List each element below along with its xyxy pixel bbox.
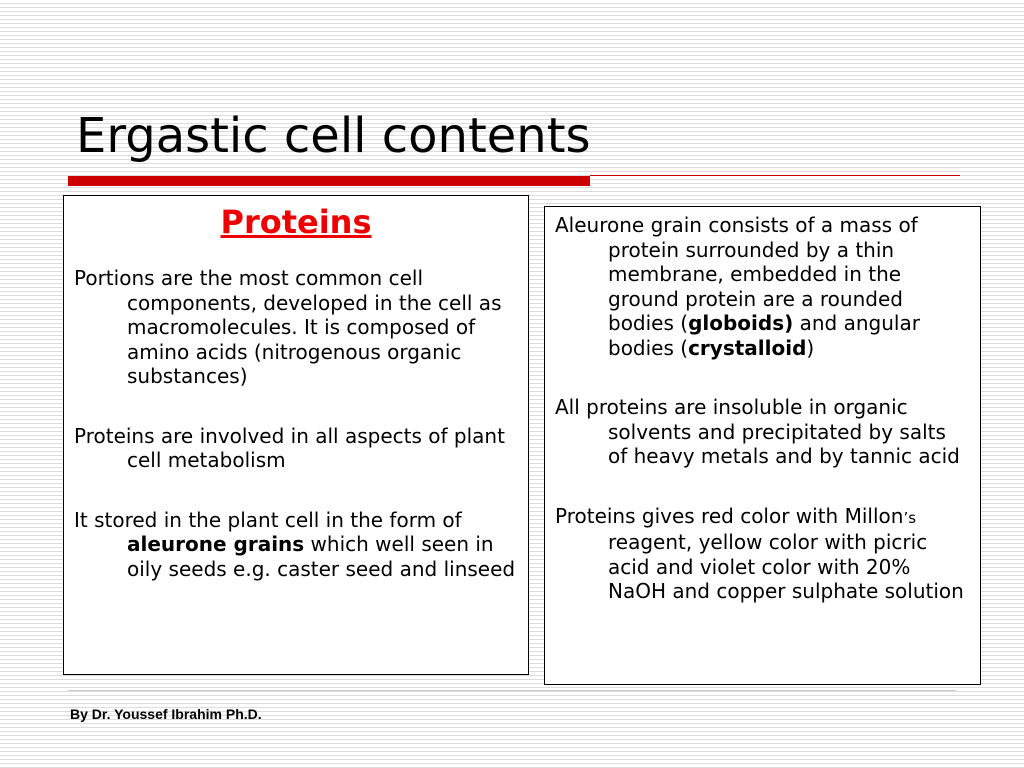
right-paragraph-1 <box>555 213 970 360</box>
right-p1-text-b: and angular bodies ( <box>608 311 920 360</box>
right-paragraph-2: All proteins are insoluble in organic solvents and precipitated by salts of heavy metals and by tannic acid <box>555 395 960 468</box>
slide-title: Ergastic cell contents <box>76 108 591 164</box>
title-underline-thin <box>590 175 960 176</box>
left-paragraph-1: Portions are the most common cell components, developed in the cell as macromolecules. It is composed of amino acids (nitrogenous organic substances) <box>74 266 502 388</box>
left-text-box <box>63 195 529 675</box>
crystalloid-term: crystalloid <box>688 335 807 360</box>
proteins-heading: Proteins <box>220 203 372 241</box>
right-p3-text-b: reagent, yellow color with picric acid and violet color with 20% NaOH and copper sulphate solution <box>608 530 964 603</box>
author-footer: By Dr. Youssef Ibrahim Ph.D. <box>70 706 262 722</box>
right-text-box <box>544 206 981 685</box>
aleurone-grains-term: aleurone grains <box>127 532 305 556</box>
title-underline <box>68 176 590 186</box>
right-p3-text-a: Proteins gives red color with Millon <box>555 503 904 528</box>
right-paragraph-3 <box>555 504 970 604</box>
left-paragraph-3 <box>74 508 518 582</box>
footer-divider <box>68 690 956 691</box>
right-p1-text-a: Aleurone grain consists of a mass of protein surrounded by a thin membrane, embedded in the ground protein are a rounded bodies ( <box>555 213 918 335</box>
right-p3-apostrophe: ’s <box>903 508 917 527</box>
left-p3-text-b: which well seen in oily seeds e.g. caster seed and linseed <box>127 532 516 581</box>
left-paragraph-2: Proteins are involved in all aspects of plant cell metabolism <box>74 423 505 472</box>
left-p3-text-a: It stored in the plant cell in the form of <box>74 507 462 532</box>
right-p1-text-c: ) <box>806 335 815 360</box>
globoids-term: globoids) <box>688 311 794 335</box>
